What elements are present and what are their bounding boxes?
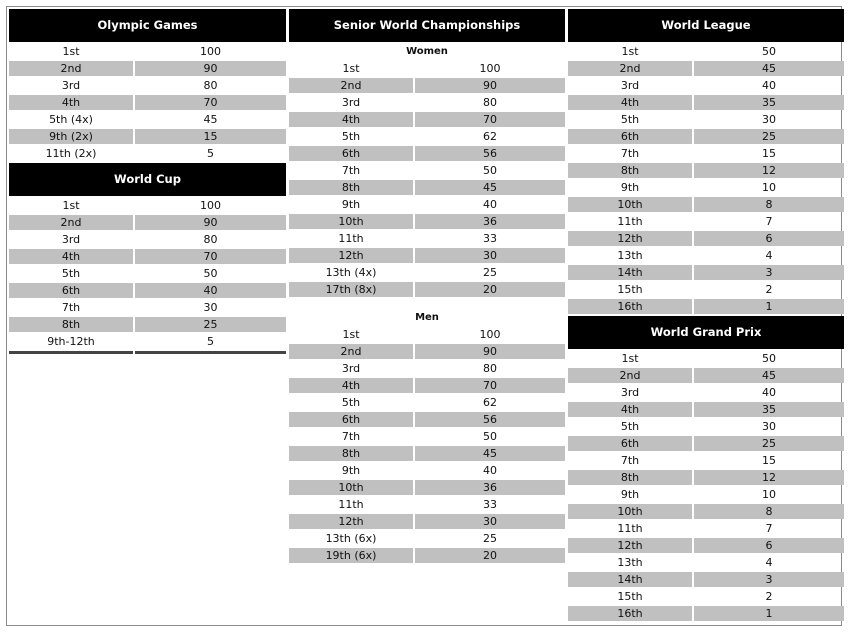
placing-cell: 5th <box>620 113 640 126</box>
points-cell: 10 <box>762 181 776 194</box>
table-row <box>289 129 565 144</box>
table-row <box>568 112 844 127</box>
placing-cell: 13th <box>617 249 643 262</box>
points-cell: 40 <box>483 198 497 211</box>
table-row <box>9 300 286 315</box>
points-cell: 33 <box>483 498 497 511</box>
table-row <box>568 555 844 570</box>
placing-cell: 14th <box>568 265 692 280</box>
points-cell: 56 <box>415 412 565 427</box>
table-row <box>568 385 844 400</box>
points-cell: 15 <box>762 147 776 160</box>
points-cell: 50 <box>203 267 218 280</box>
points-cell: 70 <box>135 249 286 264</box>
placing-cell: 12th <box>568 538 692 553</box>
points-cell: 40 <box>135 283 286 298</box>
table-row <box>289 497 565 512</box>
table-row <box>568 299 844 314</box>
table-row <box>9 78 286 93</box>
table-row <box>9 129 286 144</box>
table-row <box>568 248 844 263</box>
table-row <box>289 163 565 178</box>
points-cell: 25 <box>483 266 497 279</box>
placing-cell: 14th <box>568 572 692 587</box>
placing-cell: 3rd <box>341 362 361 375</box>
table-row <box>9 61 286 76</box>
placing-cell: 7th <box>620 147 640 160</box>
points-cell: 35 <box>694 95 844 110</box>
table-row <box>9 215 286 230</box>
table-row <box>568 436 844 451</box>
placing-cell: 2nd <box>9 61 133 76</box>
table-row <box>568 197 844 212</box>
table-row <box>568 129 844 144</box>
points-cell: 12 <box>694 163 844 178</box>
table-row <box>9 232 286 247</box>
table-row <box>289 95 565 110</box>
placing-cell: 4th <box>568 402 692 417</box>
placing-cell: 13th (4x) <box>325 266 377 279</box>
table-row <box>568 487 844 502</box>
points-cell: 70 <box>415 112 565 127</box>
points-cell: 2 <box>765 590 773 603</box>
points-cell: 25 <box>483 532 497 545</box>
points-cell: 30 <box>762 113 776 126</box>
points-cell: 4 <box>765 249 773 262</box>
placing-cell: 1st <box>62 199 80 212</box>
points-cell: 90 <box>135 215 286 230</box>
points-cell: 50 <box>483 164 497 177</box>
column-2 <box>289 9 565 565</box>
table-row <box>289 146 565 161</box>
placing-cell: 11th <box>617 215 643 228</box>
table-row <box>289 480 565 495</box>
placing-cell: 4th <box>9 249 133 264</box>
placing-cell: 2nd <box>568 368 692 383</box>
table-row <box>289 231 565 246</box>
placing-cell: 15th <box>617 590 643 603</box>
column-3 <box>568 9 844 623</box>
placing-cell: 10th <box>289 214 413 229</box>
placing-cell: 9th-12th <box>47 335 95 348</box>
table-row <box>568 572 844 587</box>
world-cup-header: World Cup <box>9 163 286 196</box>
placing-cell: 3rd <box>341 96 361 109</box>
placing-cell: 7th <box>341 430 361 443</box>
olympic-games-header: Olympic Games <box>9 9 286 42</box>
points-cell: 1 <box>694 299 844 314</box>
placing-cell: 1st <box>621 352 639 365</box>
table-row <box>568 538 844 553</box>
table-row <box>568 78 844 93</box>
table-row <box>568 95 844 110</box>
women-subheader: Women <box>406 46 448 57</box>
points-cell: 8 <box>694 504 844 519</box>
table-row <box>568 521 844 536</box>
table-row <box>289 548 565 563</box>
table-row <box>568 265 844 280</box>
table-row <box>568 44 844 59</box>
points-cell: 33 <box>483 232 497 245</box>
placing-cell: 5th <box>341 396 361 409</box>
placing-cell: 8th <box>568 470 692 485</box>
table-row <box>289 514 565 529</box>
placing-cell: 9th <box>620 488 640 501</box>
points-cell: 100 <box>479 328 501 341</box>
placing-cell: 6th <box>568 436 692 451</box>
placing-cell: 2nd <box>289 78 413 93</box>
points-cell: 90 <box>415 78 565 93</box>
table-row <box>9 283 286 298</box>
rule-segment <box>135 351 286 354</box>
points-cell: 20 <box>415 548 565 563</box>
table-row <box>568 282 844 297</box>
world-league-header: World League <box>568 9 844 42</box>
placing-cell: 2nd <box>289 344 413 359</box>
table-row <box>9 266 286 281</box>
table-row <box>9 249 286 264</box>
placing-cell: 9th <box>341 198 361 211</box>
table-row <box>9 44 286 59</box>
placing-cell: 3rd <box>620 386 640 399</box>
placing-cell: 10th <box>568 197 692 212</box>
placing-cell: 8th <box>289 446 413 461</box>
table-row <box>568 61 844 76</box>
placing-cell: 6th <box>289 146 413 161</box>
placing-cell: 1st <box>342 62 360 75</box>
points-cell: 5 <box>207 147 214 160</box>
placing-cell: 11th (2x) <box>45 147 97 160</box>
table-row <box>9 95 286 110</box>
placing-cell: 8th <box>289 180 413 195</box>
points-cell: 7 <box>765 522 773 535</box>
placing-cell: 3rd <box>61 233 81 246</box>
points-cell: 40 <box>762 386 776 399</box>
table-row <box>289 378 565 393</box>
column-1 <box>9 9 286 354</box>
placing-cell: 5th <box>620 420 640 433</box>
points-cell: 36 <box>415 480 565 495</box>
table-row <box>568 146 844 161</box>
senior-world-championships-section <box>289 9 565 563</box>
points-cell: 30 <box>415 514 565 529</box>
points-cell: 25 <box>135 317 286 332</box>
table-row <box>289 265 565 280</box>
points-cell: 6 <box>694 231 844 246</box>
table-row <box>9 317 286 332</box>
placing-cell: 4th <box>9 95 133 110</box>
points-cell: 8 <box>694 197 844 212</box>
points-cell: 70 <box>415 378 565 393</box>
table-row <box>289 446 565 461</box>
points-cell: 30 <box>762 420 776 433</box>
points-cell: 4 <box>765 556 773 569</box>
placing-cell: 13th <box>617 556 643 569</box>
rule-segment <box>9 351 133 354</box>
points-cell: 3 <box>694 572 844 587</box>
points-cell: 45 <box>415 446 565 461</box>
table-row <box>289 78 565 93</box>
placing-cell: 11th <box>617 522 643 535</box>
points-cell: 70 <box>135 95 286 110</box>
placing-cell: 10th <box>289 480 413 495</box>
table-row <box>9 334 286 349</box>
placing-cell: 1st <box>342 328 360 341</box>
table-bottom-rule <box>9 351 286 354</box>
table-row <box>568 419 844 434</box>
table-row <box>289 61 565 76</box>
placing-cell: 7th <box>341 164 361 177</box>
table-row <box>289 180 565 195</box>
table-row <box>568 163 844 178</box>
placing-cell: 12th <box>568 231 692 246</box>
placing-cell: 9th <box>620 181 640 194</box>
points-cell: 56 <box>415 146 565 161</box>
table-row <box>289 412 565 427</box>
points-cell: 36 <box>415 214 565 229</box>
placing-cell: 12th <box>289 248 413 263</box>
points-cell: 50 <box>483 430 497 443</box>
table-row <box>289 395 565 410</box>
world-grand-prix-header: World Grand Prix <box>568 316 844 349</box>
table-row <box>9 112 286 127</box>
table-row <box>289 282 565 297</box>
points-cell: 10 <box>762 488 776 501</box>
points-cell: 62 <box>483 130 497 143</box>
points-cell: 40 <box>762 79 776 92</box>
olympic-games-section <box>9 9 286 161</box>
placing-cell: 1st <box>621 45 639 58</box>
points-cell: 2 <box>765 283 773 296</box>
table-row <box>568 368 844 383</box>
points-cell: 45 <box>415 180 565 195</box>
points-cell: 15 <box>762 454 776 467</box>
table-row <box>568 589 844 604</box>
points-cell: 50 <box>762 352 776 365</box>
world-grand-prix-section <box>568 316 844 621</box>
senior-world-championships-header: Senior World Championships <box>289 9 565 42</box>
table-row <box>568 606 844 621</box>
table-row <box>568 470 844 485</box>
points-cell: 1 <box>694 606 844 621</box>
points-cell: 6 <box>694 538 844 553</box>
points-cell: 25 <box>694 129 844 144</box>
table-row <box>289 248 565 263</box>
placing-cell: 4th <box>568 95 692 110</box>
placing-cell: 6th <box>9 283 133 298</box>
table-row <box>289 327 565 342</box>
table-row <box>9 146 286 161</box>
placing-cell: 3rd <box>620 79 640 92</box>
placing-cell: 7th <box>620 454 640 467</box>
table-row <box>568 214 844 229</box>
placing-cell: 10th <box>568 504 692 519</box>
points-cell: 40 <box>483 464 497 477</box>
placing-cell: 8th <box>568 163 692 178</box>
placing-cell: 13th (6x) <box>325 532 377 545</box>
points-cell: 20 <box>415 282 565 297</box>
placing-cell: 1st <box>62 45 80 58</box>
placing-cell: 17th (8x) <box>289 282 413 297</box>
placing-cell: 6th <box>568 129 692 144</box>
points-cell: 100 <box>200 45 221 58</box>
placing-cell: 12th <box>289 514 413 529</box>
placing-cell: 6th <box>289 412 413 427</box>
placing-cell: 5th <box>61 267 81 280</box>
placing-cell: 16th <box>568 299 692 314</box>
points-tables-frame <box>6 6 842 626</box>
placing-cell: 9th <box>341 464 361 477</box>
placing-cell: 16th <box>568 606 692 621</box>
table-row <box>568 231 844 246</box>
world-league-section <box>568 9 844 314</box>
points-cell: 50 <box>762 45 776 58</box>
points-cell: 90 <box>135 61 286 76</box>
points-cell: 25 <box>694 436 844 451</box>
table-row <box>289 112 565 127</box>
points-cell: 100 <box>200 199 221 212</box>
points-cell: 80 <box>203 79 218 92</box>
table-row <box>289 429 565 444</box>
table-row <box>289 531 565 546</box>
table-row <box>289 463 565 478</box>
points-cell: 45 <box>694 368 844 383</box>
points-cell: 3 <box>694 265 844 280</box>
table-row <box>289 197 565 212</box>
placing-cell: 2nd <box>9 215 133 230</box>
points-cell: 5 <box>207 335 214 348</box>
placing-cell: 8th <box>9 317 133 332</box>
points-cell: 45 <box>694 61 844 76</box>
points-cell: 80 <box>203 233 218 246</box>
points-cell: 80 <box>483 362 497 375</box>
placing-cell: 4th <box>289 378 413 393</box>
placing-cell: 19th (6x) <box>289 548 413 563</box>
table-row <box>568 351 844 366</box>
table-row <box>289 214 565 229</box>
group-spacer <box>289 299 565 310</box>
placing-cell: 11th <box>338 498 364 511</box>
points-cell: 80 <box>483 96 497 109</box>
points-cell: 12 <box>694 470 844 485</box>
table-row <box>568 453 844 468</box>
points-cell: 15 <box>135 129 286 144</box>
placing-cell: 9th (2x) <box>9 129 133 144</box>
placing-cell: 3rd <box>61 79 81 92</box>
placing-cell: 11th <box>338 232 364 245</box>
placing-cell: 5th (4x) <box>49 113 93 126</box>
placing-cell: 15th <box>617 283 643 296</box>
points-cell: 30 <box>203 301 218 314</box>
points-cell: 62 <box>483 396 497 409</box>
table-row <box>289 344 565 359</box>
placing-cell: 5th <box>341 130 361 143</box>
table-row <box>289 361 565 376</box>
table-row <box>568 180 844 195</box>
points-cell: 90 <box>415 344 565 359</box>
table-row <box>9 198 286 213</box>
points-cell: 7 <box>765 215 773 228</box>
table-row <box>568 402 844 417</box>
points-cell: 30 <box>415 248 565 263</box>
placing-cell: 7th <box>61 301 81 314</box>
placing-cell: 2nd <box>568 61 692 76</box>
points-cell: 45 <box>203 113 218 126</box>
table-row <box>568 504 844 519</box>
world-cup-section <box>9 163 286 354</box>
placing-cell: 4th <box>289 112 413 127</box>
points-cell: 35 <box>694 402 844 417</box>
points-cell: 100 <box>479 62 501 75</box>
men-subheader: Men <box>415 312 439 323</box>
